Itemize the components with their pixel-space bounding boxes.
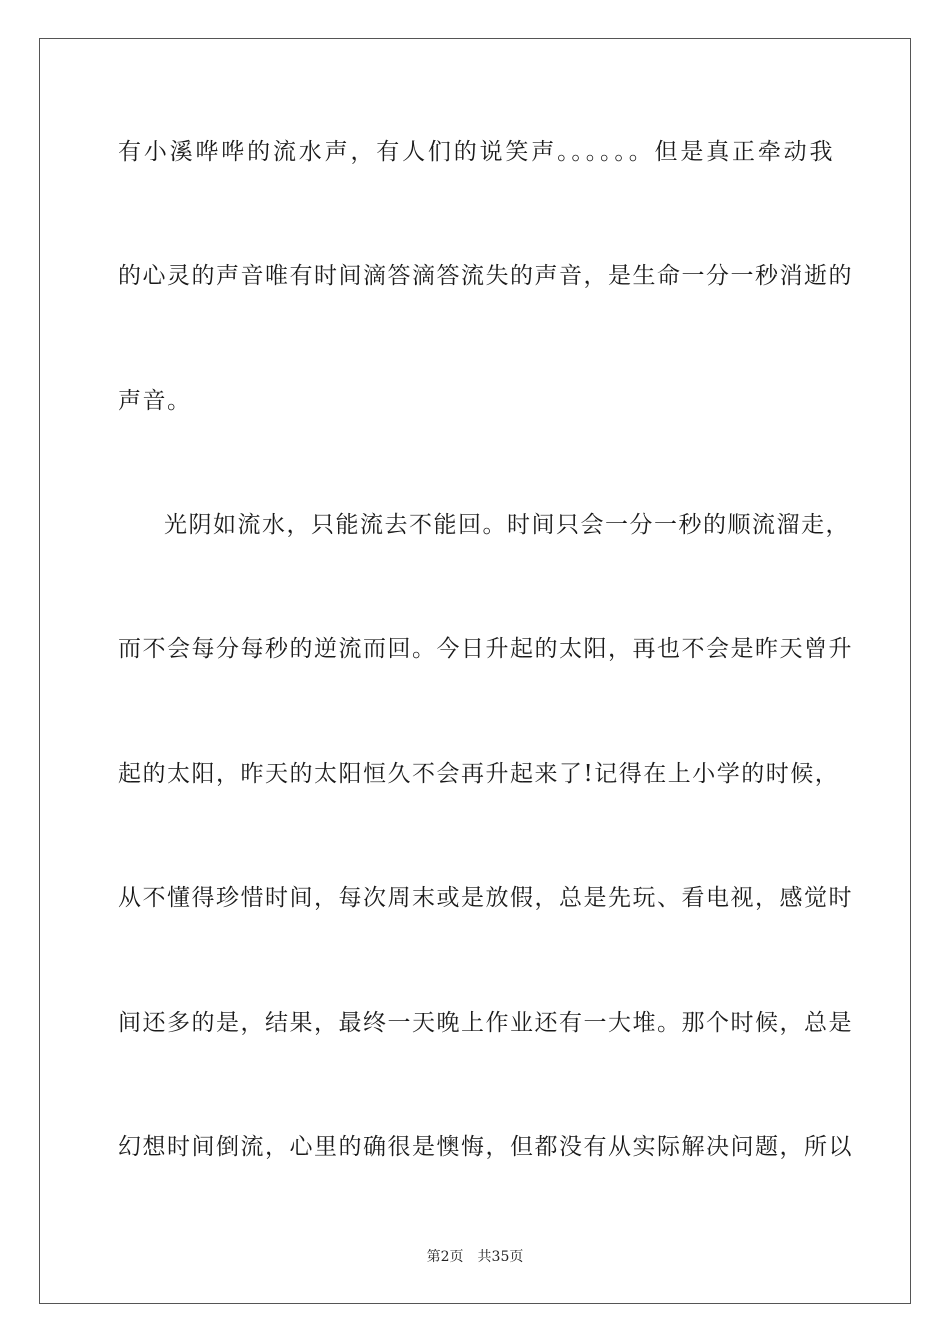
text-line-5: 而不会每分每秒的逆流而回。今日升起的太阳，再也不会是昨天曾升 xyxy=(118,636,853,662)
text-line-3: 声音。 xyxy=(118,388,192,414)
total-pages-label: 共35页 xyxy=(477,1249,524,1265)
text-line-6: 起的太阳，昨天的太阳恒久不会再升起来了!记得在上小学的时候， xyxy=(118,761,840,787)
text-line-8: 间还多的是，结果，最终一天晚上作业还有一大堆。那个时候，总是 xyxy=(118,1010,853,1036)
text-line-2: 的心灵的声音唯有时间滴答滴答流失的声音，是生命一分一秒消逝的 xyxy=(118,263,853,289)
text-line-9: 幻想时间倒流，心里的确很是懊悔，但都没有从实际解决问题，所以 xyxy=(118,1134,853,1160)
text-line-1: 有小溪哗哗的流水声，有人们的说笑声。。。。。。但是真正牵动我 xyxy=(118,139,834,165)
text-line-7: 从不懂得珍惜时间，每次周末或是放假，总是先玩、看电视，感觉时 xyxy=(118,885,853,911)
page-footer xyxy=(0,1248,950,1266)
text-line-4: 光阴如流水，只能流去不能回。时间只会一分一秒的顺流溜走， xyxy=(164,512,850,538)
page-border xyxy=(39,38,911,1304)
current-page-label: 第2页 xyxy=(426,1249,464,1265)
